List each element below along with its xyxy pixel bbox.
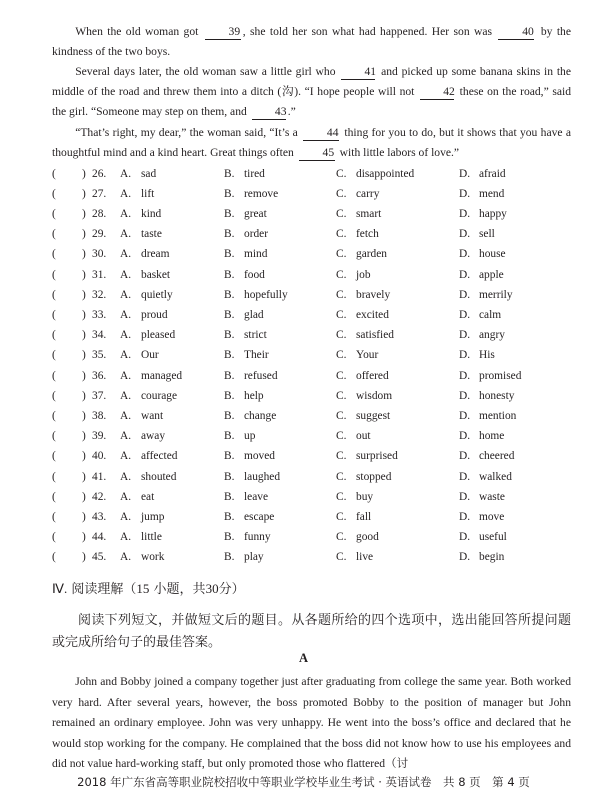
option-d-text: begin xyxy=(479,551,505,564)
option-b-text: escape xyxy=(244,511,275,523)
option-b-letter: B. xyxy=(224,349,235,362)
option-c-letter: C. xyxy=(336,329,347,342)
option-a-letter: A. xyxy=(120,531,132,544)
option-a-letter: A. xyxy=(120,268,132,281)
blank-41: 41 xyxy=(341,65,375,80)
option-b-letter: B. xyxy=(224,490,235,503)
paragraph-text: .” xyxy=(287,105,296,118)
option-d-text: home xyxy=(479,430,505,443)
section-roman-numeral: Ⅳ. xyxy=(52,581,68,596)
option-a-letter: A. xyxy=(120,309,132,321)
question-number: 38. xyxy=(92,410,107,422)
question-row xyxy=(0,325,607,345)
question-row xyxy=(0,204,607,224)
option-b-text: change xyxy=(244,410,277,422)
option-c-letter: C. xyxy=(336,450,347,463)
option-c-text: smart xyxy=(356,208,382,220)
option-d-letter: D. xyxy=(459,511,471,523)
option-c-letter: C. xyxy=(336,531,347,544)
option-b-text: remove xyxy=(244,187,279,200)
option-a-text: courage xyxy=(141,389,178,402)
option-a-letter: A. xyxy=(120,288,132,301)
option-b-text: leave xyxy=(244,490,269,503)
option-d-text: afraid xyxy=(479,167,506,180)
answer-paren-open: ( xyxy=(52,329,56,342)
option-a-letter: A. xyxy=(120,167,132,180)
option-c-text: job xyxy=(356,268,371,281)
question-row xyxy=(0,507,607,527)
option-d-text: sell xyxy=(479,228,495,241)
answer-paren-close: ) xyxy=(82,470,86,483)
option-c-letter: C. xyxy=(336,167,347,180)
paragraph-text: these on the road,” said the girl. “Someone may step on them, and xyxy=(52,85,572,118)
option-b-text: glad xyxy=(244,309,264,321)
option-b-text: up xyxy=(244,430,256,443)
paragraph-text: by the kindness of the two boys. xyxy=(52,25,571,58)
option-c-letter: C. xyxy=(336,410,347,422)
option-c-text: stopped xyxy=(356,470,392,483)
option-b-letter: B. xyxy=(224,208,235,220)
option-d-text: angry xyxy=(479,329,505,342)
question-row xyxy=(0,426,607,446)
option-b-letter: B. xyxy=(224,410,235,422)
option-a-letter: A. xyxy=(120,248,132,261)
option-a-letter: A. xyxy=(120,430,132,443)
option-d-text: mention xyxy=(479,410,517,422)
option-a-letter: A. xyxy=(120,470,132,483)
option-b-letter: B. xyxy=(224,309,235,321)
answer-paren-close: ) xyxy=(82,531,86,544)
option-b-letter: B. xyxy=(224,329,235,342)
question-number: 31. xyxy=(92,268,107,281)
option-a-text: kind xyxy=(141,208,162,220)
reading-passage-a xyxy=(52,672,571,775)
option-c-letter: C. xyxy=(336,511,347,523)
option-a-letter: A. xyxy=(120,551,132,564)
answer-paren-open: ( xyxy=(52,248,56,261)
question-row xyxy=(0,224,607,244)
answer-paren-open: ( xyxy=(52,228,56,241)
answer-paren-close: ) xyxy=(82,450,86,463)
question-number: 27. xyxy=(92,187,107,200)
answer-paren-open: ( xyxy=(52,511,56,523)
question-number: 28. xyxy=(92,208,107,220)
answer-paren-close: ) xyxy=(82,511,86,523)
option-b-letter: B. xyxy=(224,430,235,443)
question-number: 37. xyxy=(92,389,107,402)
answer-paren-open: ( xyxy=(52,349,56,362)
option-a-text: away xyxy=(141,430,166,443)
question-row xyxy=(0,487,607,507)
option-a-letter: A. xyxy=(120,450,132,463)
option-c-text: fetch xyxy=(356,228,379,241)
option-a-letter: A. xyxy=(120,208,132,220)
option-c-letter: C. xyxy=(336,369,347,382)
option-c-letter: C. xyxy=(336,309,347,321)
option-c-text: bravely xyxy=(356,288,391,301)
blank-40: 40 xyxy=(498,25,534,40)
option-d-letter: D. xyxy=(459,228,471,241)
question-number: 39. xyxy=(92,430,107,443)
question-row xyxy=(0,527,607,547)
option-a-text: jump xyxy=(141,511,165,523)
cloze-paragraph-1 xyxy=(52,22,571,62)
option-c-text: disappointed xyxy=(356,167,415,180)
cloze-paragraph-3 xyxy=(52,123,571,163)
question-row xyxy=(0,386,607,406)
option-d-text: useful xyxy=(479,531,507,544)
blank-44: 44 xyxy=(303,126,339,141)
option-d-letter: D. xyxy=(459,470,471,483)
answer-paren-close: ) xyxy=(82,208,86,220)
option-b-text: help xyxy=(244,389,264,402)
option-d-text: His xyxy=(479,349,495,362)
answer-paren-close: ) xyxy=(82,410,86,422)
option-c-text: Your xyxy=(356,349,379,362)
option-d-text: calm xyxy=(479,309,502,321)
option-d-letter: D. xyxy=(459,268,471,281)
option-d-letter: D. xyxy=(459,248,471,261)
answer-paren-open: ( xyxy=(52,268,56,281)
option-a-letter: A. xyxy=(120,389,132,402)
option-b-text: Their xyxy=(244,349,269,362)
answer-paren-open: ( xyxy=(52,430,56,443)
option-c-text: wisdom xyxy=(356,389,393,402)
option-d-letter: D. xyxy=(459,349,471,362)
cloze-paragraph-2 xyxy=(52,62,571,122)
option-d-letter: D. xyxy=(459,167,471,180)
section-title-mid: 小题，共 xyxy=(153,582,206,597)
option-c-letter: C. xyxy=(336,288,347,301)
answer-paren-open: ( xyxy=(52,551,56,564)
option-b-letter: B. xyxy=(224,187,235,200)
option-a-text: work xyxy=(141,551,165,564)
reading-instructions: 阅读下列短文，并做短文后的题目。从各题所给的四个选项中，选出能回答所提问题或完成所给句子的最佳答案。 xyxy=(52,613,571,650)
option-a-letter: A. xyxy=(120,410,132,422)
question-row xyxy=(0,547,607,567)
paragraph-text: When the old woman got xyxy=(75,25,199,38)
answer-paren-open: ( xyxy=(52,167,56,180)
option-b-letter: B. xyxy=(224,228,235,241)
answer-paren-open: ( xyxy=(52,490,56,503)
option-a-text: pleased xyxy=(141,329,176,342)
option-d-letter: D. xyxy=(459,490,471,503)
paragraph-text: with little labors of love.” xyxy=(339,146,460,159)
option-a-text: little xyxy=(141,531,162,544)
option-d-letter: D. xyxy=(459,208,471,220)
option-b-letter: B. xyxy=(224,369,235,382)
answer-paren-open: ( xyxy=(52,369,56,382)
option-a-text: sad xyxy=(141,167,157,180)
option-b-text: strict xyxy=(244,329,267,342)
question-number: 45. xyxy=(92,551,107,564)
question-number: 29. xyxy=(92,228,107,241)
option-b-text: mind xyxy=(244,248,268,261)
passage-label: A xyxy=(298,651,309,665)
option-a-text: quietly xyxy=(141,288,173,301)
option-d-letter: D. xyxy=(459,430,471,443)
question-row xyxy=(0,244,607,264)
question-row xyxy=(0,366,607,386)
option-a-text: taste xyxy=(141,228,162,241)
score-total: 30 xyxy=(205,581,219,596)
blank-39: 39 xyxy=(205,25,241,40)
question-number: 26. xyxy=(92,167,107,180)
option-c-text: garden xyxy=(356,248,387,261)
answer-paren-close: ) xyxy=(82,349,86,362)
option-d-text: happy xyxy=(479,208,507,220)
answer-paren-open: ( xyxy=(52,410,56,422)
option-b-letter: B. xyxy=(224,288,235,301)
option-c-letter: C. xyxy=(336,228,347,241)
option-a-letter: A. xyxy=(120,349,132,362)
answer-paren-close: ) xyxy=(82,187,86,200)
option-c-letter: C. xyxy=(336,389,347,402)
paragraph-text: “That’s right, my dear,” the woman said, “It’s a xyxy=(75,126,298,139)
option-a-letter: A. xyxy=(120,329,132,342)
option-c-text: excited xyxy=(356,309,389,321)
answer-paren-open: ( xyxy=(52,208,56,220)
question-row xyxy=(0,446,607,466)
blank-42: 42 xyxy=(420,85,454,100)
question-number: 44. xyxy=(92,531,107,544)
question-row xyxy=(0,265,607,285)
option-c-text: carry xyxy=(356,187,380,200)
page-footer: 2018 年广东省高等职业院校招收中等职业学校毕业生考试 · 英语试卷 共 8 页 第 4 页 xyxy=(77,775,530,789)
option-a-text: proud xyxy=(141,309,168,321)
option-a-text: Our xyxy=(141,349,159,362)
answer-paren-open: ( xyxy=(52,531,56,544)
answer-paren-close: ) xyxy=(82,329,86,342)
answer-paren-close: ) xyxy=(82,288,86,301)
paragraph-text: thing for you to do, but it shows that you have a thoughtful mind and a kind heart. Great things often xyxy=(52,126,571,159)
option-d-letter: D. xyxy=(459,187,471,200)
option-d-letter: D. xyxy=(459,389,471,402)
blank-45: 45 xyxy=(299,146,335,161)
question-number: 33. xyxy=(92,309,107,321)
option-d-text: waste xyxy=(479,490,505,503)
option-a-text: eat xyxy=(141,490,155,503)
option-b-text: play xyxy=(244,551,264,564)
option-b-text: food xyxy=(244,268,265,281)
option-d-letter: D. xyxy=(459,531,471,544)
option-c-letter: C. xyxy=(336,248,347,261)
option-d-text: mend xyxy=(479,187,505,200)
option-d-letter: D. xyxy=(459,309,471,321)
answer-paren-open: ( xyxy=(52,389,56,402)
option-b-letter: B. xyxy=(224,531,235,544)
option-b-text: funny xyxy=(244,531,271,544)
option-a-text: lift xyxy=(141,187,155,200)
blank-43: 43 xyxy=(252,105,286,120)
paragraph-text: and picked up some banana skins in the middle of the road and threw them into a ditch (沟). “I hope people will not xyxy=(52,65,572,98)
question-count: 15 xyxy=(136,581,150,596)
answer-paren-close: ) xyxy=(82,268,86,281)
answer-paren-open: ( xyxy=(52,450,56,463)
option-b-letter: B. xyxy=(224,389,235,402)
option-d-text: move xyxy=(479,511,505,523)
option-b-letter: B. xyxy=(224,268,235,281)
option-b-text: moved xyxy=(244,450,276,463)
question-number: 34. xyxy=(92,329,107,342)
option-b-letter: B. xyxy=(224,167,235,180)
option-a-letter: A. xyxy=(120,369,132,382)
question-row xyxy=(0,285,607,305)
option-a-letter: A. xyxy=(120,490,132,503)
question-number: 35. xyxy=(92,349,107,362)
option-b-letter: B. xyxy=(224,248,235,261)
option-c-text: offered xyxy=(356,369,389,382)
option-c-letter: C. xyxy=(336,551,347,564)
answer-paren-close: ) xyxy=(82,551,86,564)
option-d-letter: D. xyxy=(459,551,471,564)
section-title: 阅读理解（ xyxy=(71,582,137,597)
option-d-letter: D. xyxy=(459,369,471,382)
option-d-letter: D. xyxy=(459,410,471,422)
option-c-letter: C. xyxy=(336,430,347,443)
answer-paren-close: ) xyxy=(82,369,86,382)
option-c-letter: C. xyxy=(336,208,347,220)
question-number: 40. xyxy=(92,450,107,463)
section-title-end: 分） xyxy=(218,582,245,597)
option-c-text: good xyxy=(356,531,379,544)
option-c-text: out xyxy=(356,430,371,443)
option-a-letter: A. xyxy=(120,228,132,241)
option-a-text: shouted xyxy=(141,470,177,483)
answer-paren-close: ) xyxy=(82,490,86,503)
answer-paren-close: ) xyxy=(82,389,86,402)
option-d-text: apple xyxy=(479,268,504,281)
question-number: 32. xyxy=(92,288,107,301)
option-d-text: promised xyxy=(479,369,522,382)
option-c-text: fall xyxy=(356,511,372,523)
question-row xyxy=(0,467,607,487)
option-b-letter: B. xyxy=(224,450,235,463)
answer-paren-open: ( xyxy=(52,470,56,483)
option-b-letter: B. xyxy=(224,511,235,523)
option-b-text: great xyxy=(244,208,267,220)
option-c-letter: C. xyxy=(336,470,347,483)
question-number: 36. xyxy=(92,369,107,382)
option-d-letter: D. xyxy=(459,450,471,463)
question-row xyxy=(0,164,607,184)
option-d-text: honesty xyxy=(479,389,515,402)
section-heading xyxy=(52,578,245,597)
question-number: 42. xyxy=(92,490,107,503)
answer-paren-close: ) xyxy=(82,248,86,261)
option-c-text: surprised xyxy=(356,450,398,463)
option-c-text: live xyxy=(356,551,374,564)
option-a-text: dream xyxy=(141,248,170,261)
option-d-letter: D. xyxy=(459,288,471,301)
option-a-text: want xyxy=(141,410,164,422)
paragraph-text: , she told her son what had happened. Her son was xyxy=(242,25,493,38)
question-number: 43. xyxy=(92,511,107,523)
option-a-text: managed xyxy=(141,369,183,382)
option-b-text: laughed xyxy=(244,470,281,483)
option-b-text: order xyxy=(244,228,269,241)
option-d-letter: D. xyxy=(459,329,471,342)
question-row xyxy=(0,345,607,365)
option-c-letter: C. xyxy=(336,268,347,281)
option-c-letter: C. xyxy=(336,187,347,200)
option-c-letter: C. xyxy=(336,349,347,362)
question-row xyxy=(0,406,607,426)
answer-paren-close: ) xyxy=(82,430,86,443)
option-b-letter: B. xyxy=(224,551,235,564)
option-a-text: affected xyxy=(141,450,178,463)
answer-paren-close: ) xyxy=(82,228,86,241)
option-a-letter: A. xyxy=(120,511,132,523)
option-a-text: basket xyxy=(141,268,171,281)
passage-text: John and Bobby joined a company together just after graduating from college the same year. Both worked very hard. After several years, however, the boss promoted Bobby to the position of manager but John remained an ordinary employee. John was very unhappy. He went into the boss’s office and declared that he would stop working for the company. He complained that the boss did not know how to use his employees and did not value hard-working staff, but only promoted those who flattered（讨 xyxy=(52,675,571,770)
answer-paren-close: ) xyxy=(82,167,86,180)
option-b-text: hopefully xyxy=(244,288,288,301)
answer-paren-close: ) xyxy=(82,309,86,321)
option-b-text: tired xyxy=(244,167,265,180)
option-d-text: walked xyxy=(479,470,512,483)
option-b-letter: B. xyxy=(224,470,235,483)
option-c-text: suggest xyxy=(356,410,391,422)
option-c-text: satisfied xyxy=(356,329,394,342)
answer-paren-open: ( xyxy=(52,187,56,200)
option-a-letter: A. xyxy=(120,187,132,200)
option-d-text: house xyxy=(479,248,506,261)
question-row xyxy=(0,184,607,204)
question-row xyxy=(0,305,607,325)
question-number: 30. xyxy=(92,248,107,261)
answer-paren-open: ( xyxy=(52,288,56,301)
question-number: 41. xyxy=(92,470,107,483)
option-d-text: merrily xyxy=(479,288,513,301)
paragraph-text: Several days later, the old woman saw a little girl who xyxy=(75,65,336,78)
option-d-text: cheered xyxy=(479,450,515,463)
option-c-letter: C. xyxy=(336,490,347,503)
option-c-text: buy xyxy=(356,490,374,503)
answer-paren-open: ( xyxy=(52,309,56,321)
option-b-text: refused xyxy=(244,369,278,382)
